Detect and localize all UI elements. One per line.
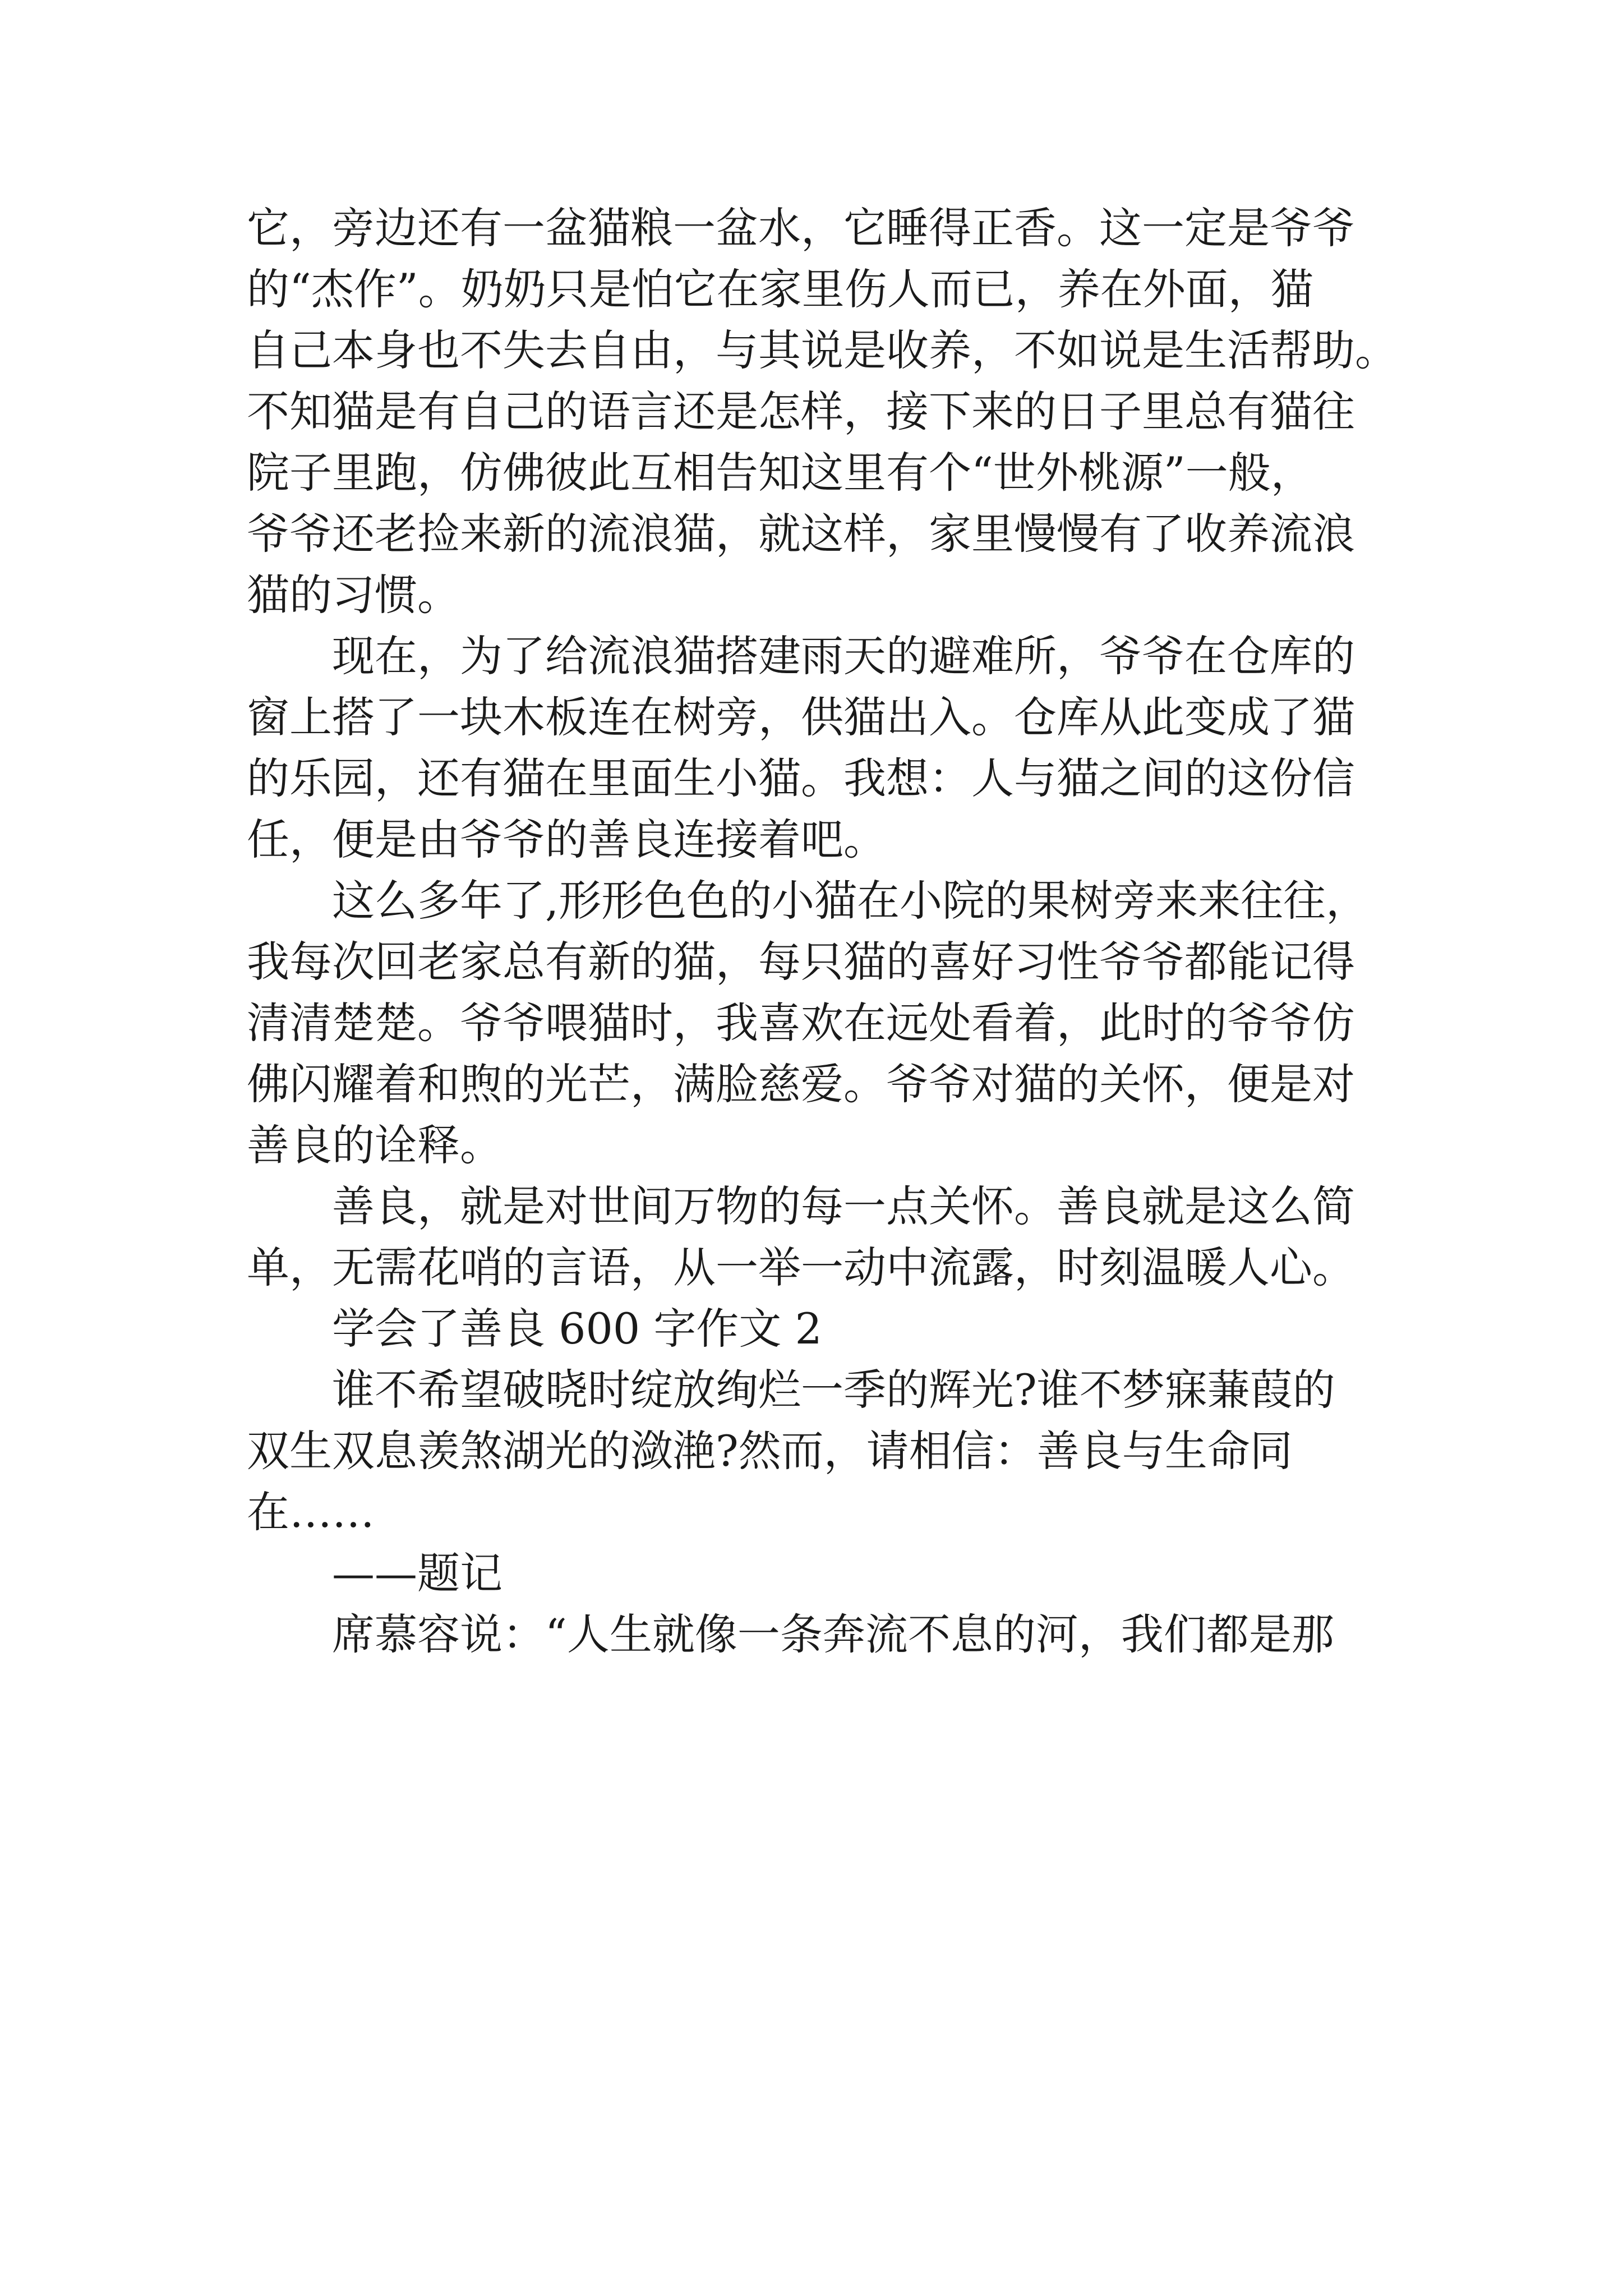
text-line: 佛闪耀着和煦的光芒，满脸慈爱。爷爷对猫的关怀，便是对 — [247, 1059, 1355, 1109]
paragraph-first-line: 席慕容说：“人生就像一条奔流不息的河，我们都是那 — [332, 1609, 1334, 1659]
epigraph-attribution: ——题记 — [332, 1548, 502, 1598]
essay-text — [247, 197, 1398, 1665]
text-line: 的乐园，还有猫在里面生小猫。我想：人与猫之间的这份信 — [247, 753, 1355, 803]
text-line: 爷爷还老捡来新的流浪猫，就这样，家里慢慢有了收养流浪 — [247, 509, 1355, 559]
text-line: 在…… — [247, 1487, 375, 1537]
paragraph-first-line: 谁不希望破晓时绽放绚烂一季的辉光?谁不梦寐蒹葭的 — [332, 1365, 1335, 1415]
text-line: 不知猫是有自己的语言还是怎样，接下来的日子里总有猫往 — [247, 386, 1355, 436]
essay-heading: 学会了善良 600 字作文 2 — [332, 1304, 822, 1354]
text-line: 自己本身也不失去自由，与其说是收养，不如说是生活帮助。 — [247, 325, 1398, 375]
text-line: 窗上搭了一块木板连在树旁，供猫出入。仓库从此变成了猫 — [247, 692, 1355, 742]
text-line: 猫的习惯。 — [247, 570, 460, 620]
text-line: 双生双息羡煞湖光的潋滟?然而，请相信：善良与生命同 — [247, 1426, 1293, 1476]
text-line: 任，便是由爷爷的善良连接着吧。 — [247, 815, 886, 864]
text-line: 它，旁边还有一盆猫粮一盆水，它睡得正香。这一定是爷爷 — [247, 203, 1355, 253]
paragraph-first-line: 善良，就是对世间万物的每一点关怀。善良就是这么简 — [332, 1181, 1355, 1231]
text-line: 善良的诠释。 — [247, 1120, 502, 1170]
text-line: 的“杰作”。奶奶只是怕它在家里伤人而已，养在外面，猫 — [247, 264, 1313, 314]
text-line: 院子里跑，仿佛彼此互相告知这里有个“世外桃源”一般， — [247, 448, 1313, 498]
paragraph-first-line: 这么多年了,形形色色的小猫在小院的果树旁来来往往， — [332, 876, 1369, 926]
paragraph-first-line: 现在，为了给流浪猫搭建雨天的避难所，爷爷在仓库的 — [332, 631, 1355, 681]
text-line: 单，无需花哨的言语，从一举一动中流露，时刻温暖人心。 — [247, 1243, 1355, 1292]
text-line: 我每次回老家总有新的猫，每只猫的喜好习性爷爷都能记得 — [247, 937, 1355, 987]
text-line: 清清楚楚。爷爷喂猫时，我喜欢在远处看着，此时的爷爷仿 — [247, 998, 1355, 1048]
